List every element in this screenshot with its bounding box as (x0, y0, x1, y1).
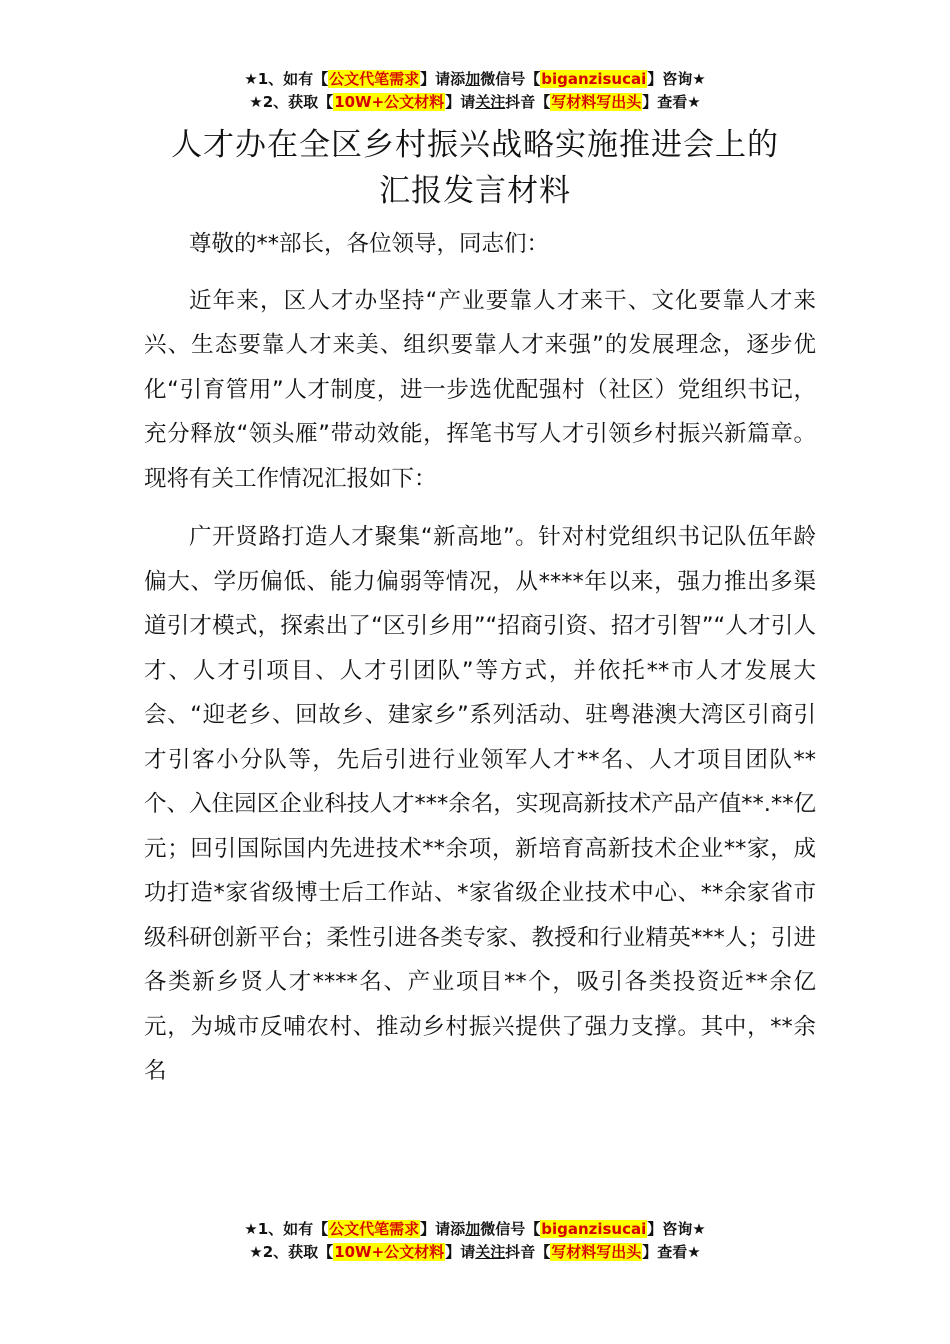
banner-highlight-materials: 10W+公文材料 (334, 1243, 445, 1261)
bottom-banner (0, 1218, 950, 1264)
paragraph-intro: 近年来，区人才办坚持“产业要靠人才来干、文化要靠人才来兴、生态要靠人才来美、组织要靠人才来强”的发展理念，逐步优化“引育管用”人才制度，进一步选优配强村（社区）党组织书记，充分释放“领头雁”带动效能，挥笔书写人才引领乡村振兴新篇章。现将有关工作情况汇报如下： (144, 287, 816, 492)
banner-line-2: ★2、获取【10W+公文材料】请关注抖音【写材料写出头】查看★ (249, 93, 701, 111)
banner-highlight-wechat-id: biganzisucai (541, 1220, 647, 1238)
banner-highlight-service: 公文代笔需求 (329, 1220, 420, 1238)
banner-highlight-wechat-id: biganzisucai (541, 70, 647, 88)
banner-line-1: ★1、如有【公文代笔需求】请添加微信号【biganzisucai】咨询★ (244, 1220, 706, 1238)
title-line-1: 人才办在全区乡村振兴战略实施推进会上的 (171, 127, 779, 163)
top-banner (0, 68, 950, 114)
banner-line-1: ★1、如有【公文代笔需求】请添加微信号【biganzisucai】咨询★ (244, 70, 706, 88)
page-title (0, 122, 950, 214)
paragraph-talent-gathering: 广开贤路打造人才聚集“新高地”。针对村党组织书记队伍年龄偏大、学历偏低、能力偏弱等情况，从****年以来，强力推出多渠道引才模式，探索出了“区引乡用”“招商引资、招才引智”“人才引人才、人才引项目、人才引团队”等方式，并依托**市人才发展大会、“迎老乡、回故乡、建家乡”系列活动、驻粤港澳大湾区引商引才引客小分队等，先后引进行业领军人才**名、人才项目团队**个、入住园区企业科技人才***余名，实现高新技术产品产值**.**亿元；回引国际国内先进技术**余项，新培育高新技术企业**家，成功打造*家省级博士后工作站、*家省级企业技术中心、**余家省市级科研创新平台；柔性引进各类专家、教授和行业精英***人；引进各类新乡贤人才****名、产业项目**个，吸引各类投资近**余亿元，为城市反哺农村、推动乡村振兴提供了强力支撑。其中，**余名 (144, 524, 816, 1084)
banner-highlight-materials: 10W+公文材料 (334, 93, 445, 111)
salutation: 尊敬的**部长，各位领导，同志们： (189, 231, 550, 257)
title-line-2: 汇报发言材料 (379, 173, 571, 209)
banner-highlight-douyin-account: 写材料写出头 (551, 93, 642, 111)
banner-line-2: ★2、获取【10W+公文材料】请关注抖音【写材料写出头】查看★ (249, 1243, 701, 1261)
banner-highlight-service: 公文代笔需求 (329, 70, 420, 88)
document-body (144, 222, 816, 1094)
banner-highlight-douyin-account: 写材料写出头 (551, 1243, 642, 1261)
